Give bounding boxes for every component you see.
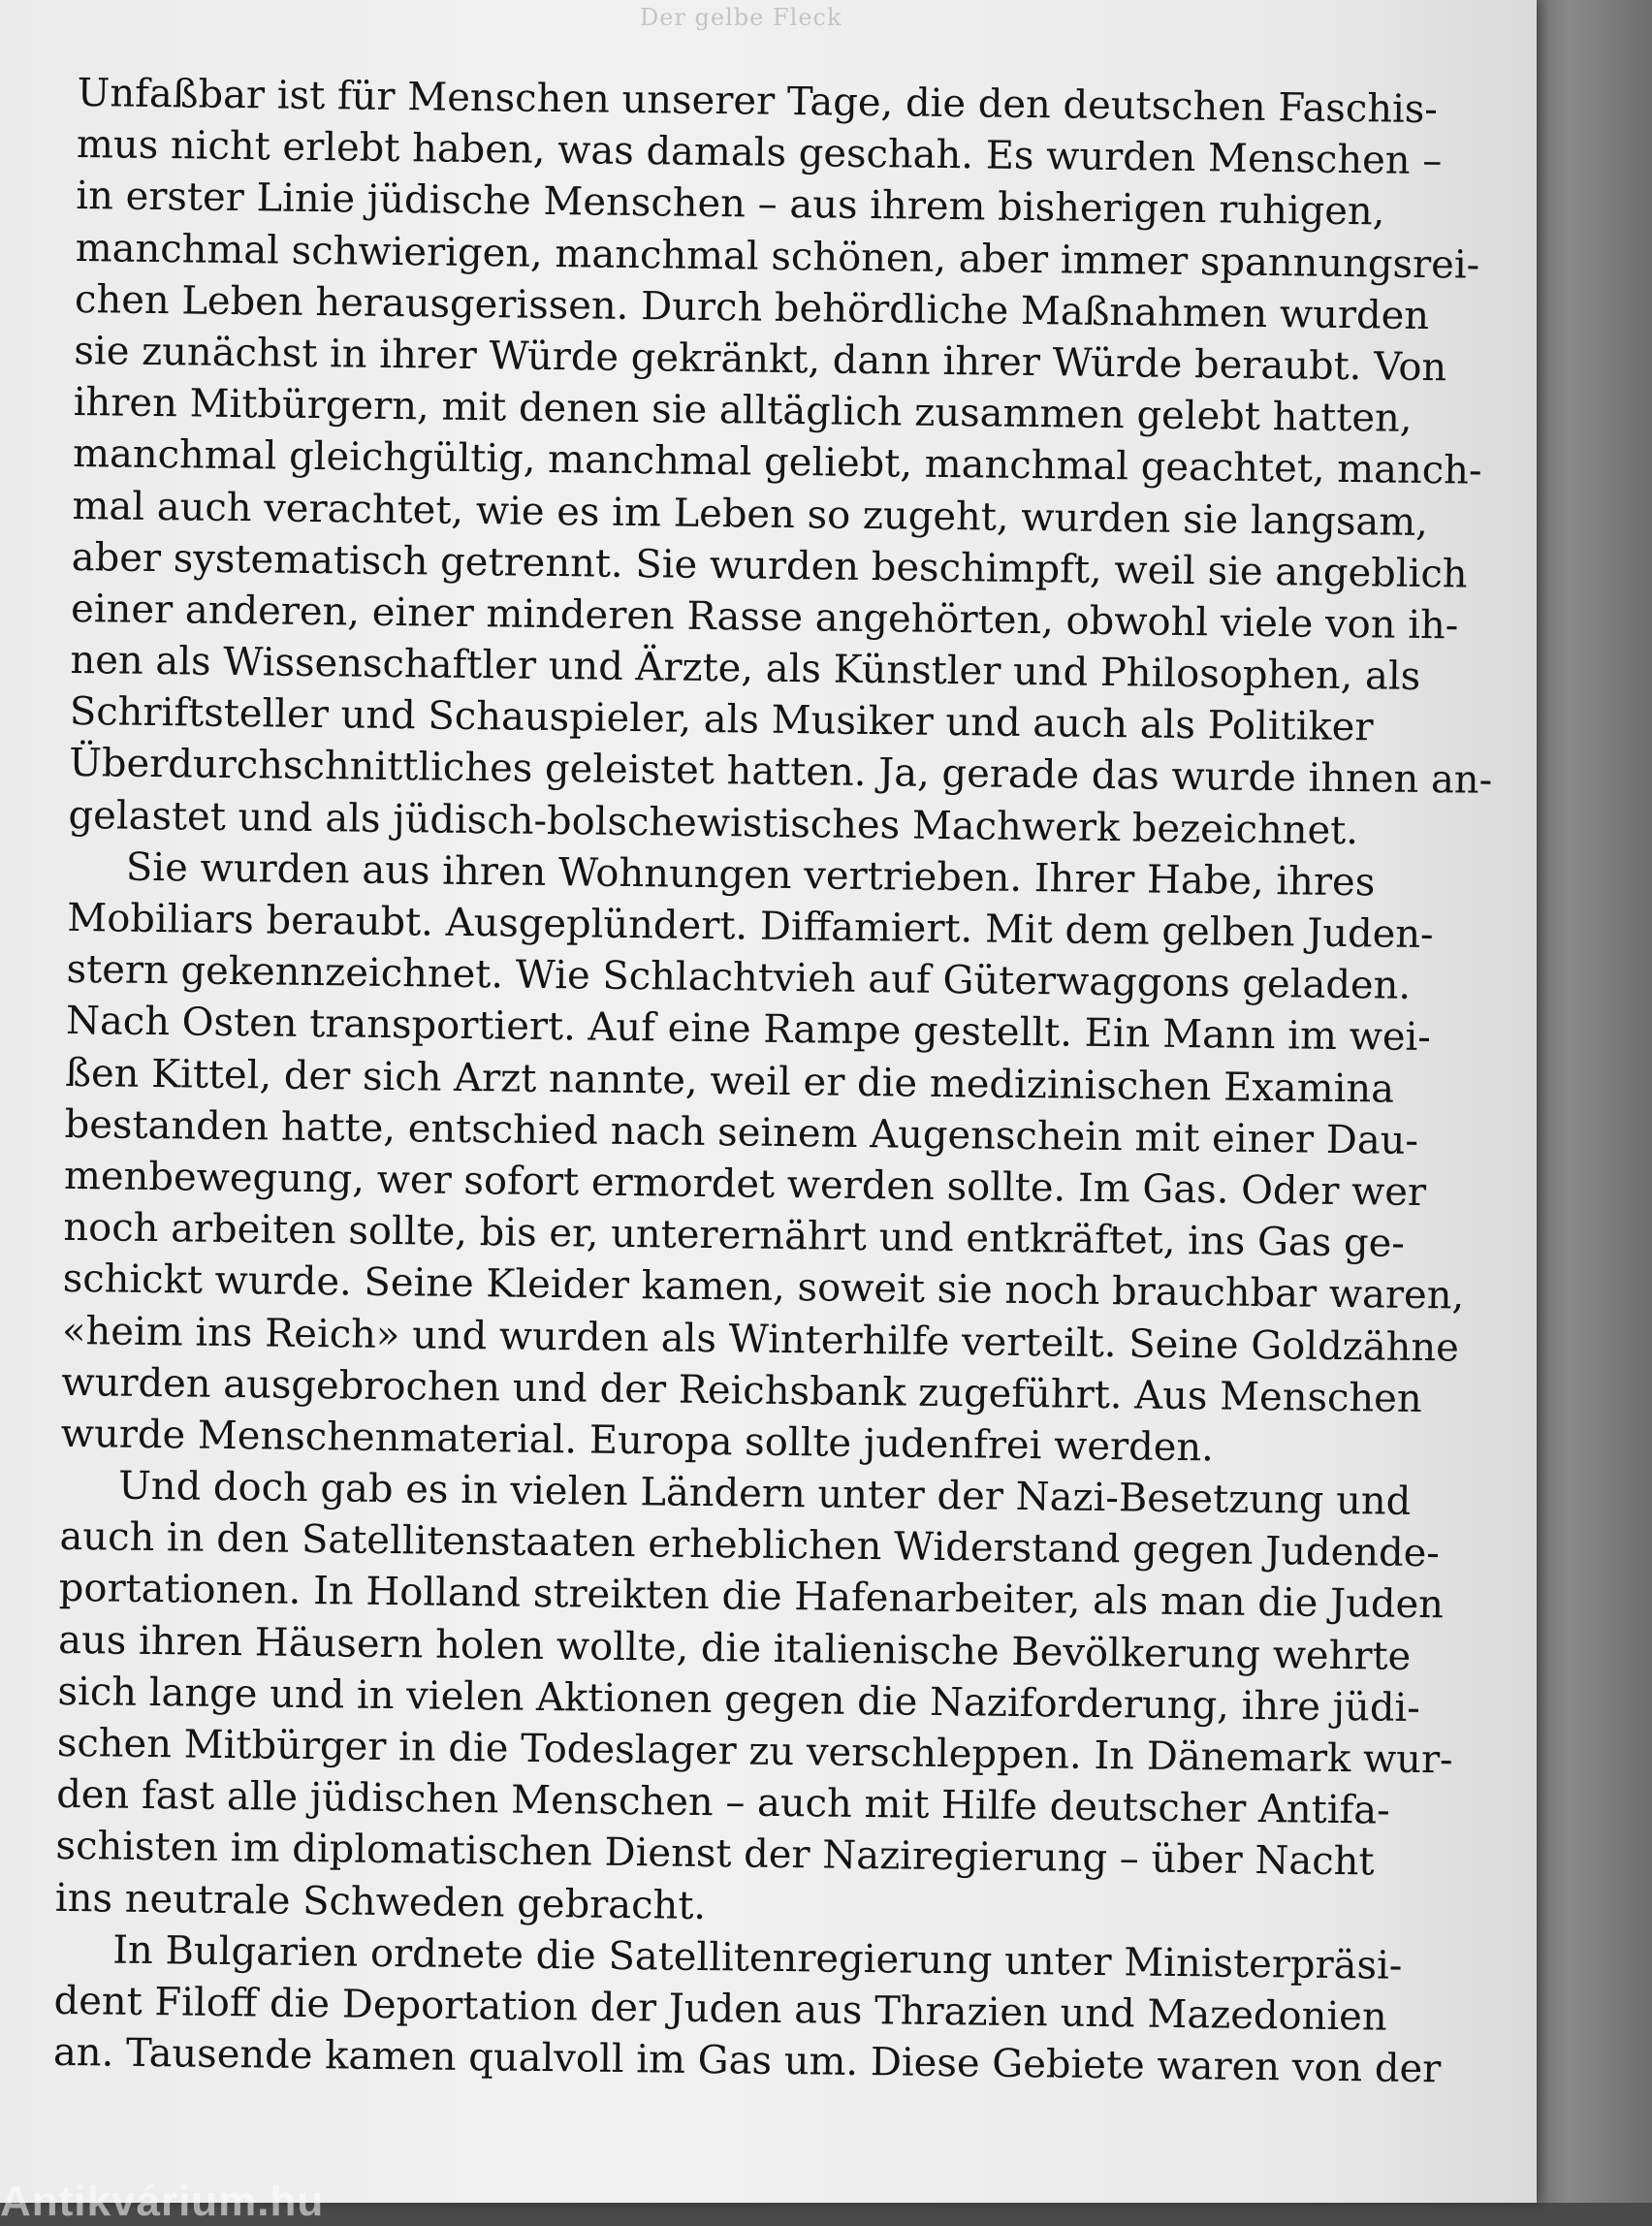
text-line: Unfaßbar ist für Menschen unserer Tage, die den deutschen Faschis- <box>77 70 1439 133</box>
text-line: stern gekennzeichnet. Wie Schlachtvieh auf Güterwaggons geladen. <box>66 947 1412 1009</box>
text-line: sie zunächst in ihrer Würde gekränkt, dann ihrer Würde beraubt. Von <box>74 328 1447 391</box>
text-line: schen Mitbürger in die Todeslager zu verschleppen. In Dänemark wur- <box>56 1720 1453 1783</box>
text-line: aus ihren Häusern holen wollte, die italienische Bevölkerung wehrte <box>57 1617 1412 1679</box>
text-line: wurde Menschenmaterial. Europa sollte judenfrei werden. <box>60 1411 1215 1471</box>
watermark: Antikvárium.hu <box>0 2178 325 2225</box>
text-line: schickt wurde. Seine Kleider kamen, soweit sie noch brauchbar waren, <box>62 1256 1465 1319</box>
body-text <box>52 68 1493 2095</box>
text-line: noch arbeiten sollte, bis er, unterernährt und entkräftet, ins Gas ge- <box>63 1205 1406 1266</box>
text-line: nen als Wissenschaftler und Ärzte, als Künstler und Philosophen, als <box>70 638 1421 700</box>
text-line: schisten im diplomatischen Dienst der Naziregierung – über Nacht <box>55 1824 1375 1885</box>
text-line: In Bulgarien ordnete die Satellitenregierung unter Ministerpräsi- <box>112 1927 1403 1988</box>
paragraph <box>60 842 1465 1477</box>
text-line: den fast alle jüdischen Menschen – auch mit Hilfe deutscher Antifa- <box>55 1772 1390 1833</box>
text-line: in erster Linie jüdische Menschen – aus ihrem bisherigen ruhigen, <box>76 174 1385 235</box>
paragraph <box>52 1924 1442 2095</box>
text-line: wurden ausgebrochen und der Reichsbank zugeführt. Aus Menschen <box>61 1359 1422 1421</box>
text-line: portationen. In Holland streikten die Hafenarbeiter, als man die Juden <box>58 1566 1445 1628</box>
text-line: chen Leben herausgerissen. Durch behördliche Maßnahmen wurden <box>74 276 1430 338</box>
text-line: bestanden hatte, entschied nach seinem Augenschein mit einer Dau- <box>64 1101 1419 1163</box>
text-line: aber systematisch getrennt. Sie wurden beschimpft, weil sie angeblich <box>71 534 1468 597</box>
text-line: Nach Osten transportiert. Auf eine Rampe gestellt. Ein Mann im wei- <box>65 999 1432 1061</box>
text-line: mus nicht erlebt haben, was damals geschah. Es wurden Menschen – <box>76 122 1443 184</box>
text-line: Mobiliars beraubt. Ausgeplündert. Diffamiert. Mit dem gelben Juden- <box>67 895 1434 958</box>
text-line: mal auch verachtet, wie es im Leben so zugeht, wurden sie langsam, <box>72 483 1429 545</box>
text-line: menbewegung, wer sofort ermordet werden sollte. Im Gas. Oder wer <box>63 1153 1427 1216</box>
text-line: manchmal gleichgültig, manchmal geliebt, manchmal geachtet, manch- <box>72 431 1482 494</box>
text-line: Und doch gab es in vielen Ländern unter der Nazi-Besetzung und <box>117 1463 1412 1524</box>
text-line: dent Filoff die Deportation der Juden aus Thrazien und Mazedonien <box>53 1978 1387 2040</box>
text-line: sich lange und in vielen Aktionen gegen die Naziforderung, ihre jüdi- <box>57 1669 1421 1731</box>
text-line: an. Tausende kamen qualvoll im Gas um. Diese Gebiete waren von der <box>52 2029 1442 2092</box>
text-line: gelastet und als jüdisch-bolschewistisches Machwerk bezeichnet. <box>68 792 1359 853</box>
text-line: «heim ins Reich» und wurden als Winterhilfe verteilt. Seine Goldzähne <box>61 1308 1460 1371</box>
text-line: Schriftsteller und Schauspieler, als Musiker und auch als Politiker <box>69 689 1374 750</box>
text-line: manchmal schwierigen, manchmal schönen, aber immer spannungsrei- <box>75 225 1480 288</box>
text-line: einer anderen, einer minderen Rasse angehörten, obwohl viele von ih- <box>70 586 1459 649</box>
running-head: Der gelbe Fleck <box>640 4 842 31</box>
text-line: ins neutrale Schweden gebracht. <box>54 1875 707 1928</box>
text-line: auch in den Satellitenstaaten erheblichen Widerstand gegen Judende- <box>59 1514 1441 1576</box>
text-line: ihren Mitbürgern, mit denen sie alltäglich zusammen gelebt hatten, <box>73 380 1413 441</box>
text-line: Überdurchschnittliches geleistet hatten. Ja, gerade das wurde ihnen an- <box>68 741 1493 804</box>
text-line: ßen Kittel, der sich Arzt nannte, weil er die medizinischen Examina <box>65 1050 1395 1112</box>
paragraph <box>54 1460 1453 1940</box>
paragraph <box>68 68 1493 857</box>
text-line: Sie wurden aus ihren Wohnungen vertrieben. Ihrer Habe, ihres <box>125 844 1376 906</box>
